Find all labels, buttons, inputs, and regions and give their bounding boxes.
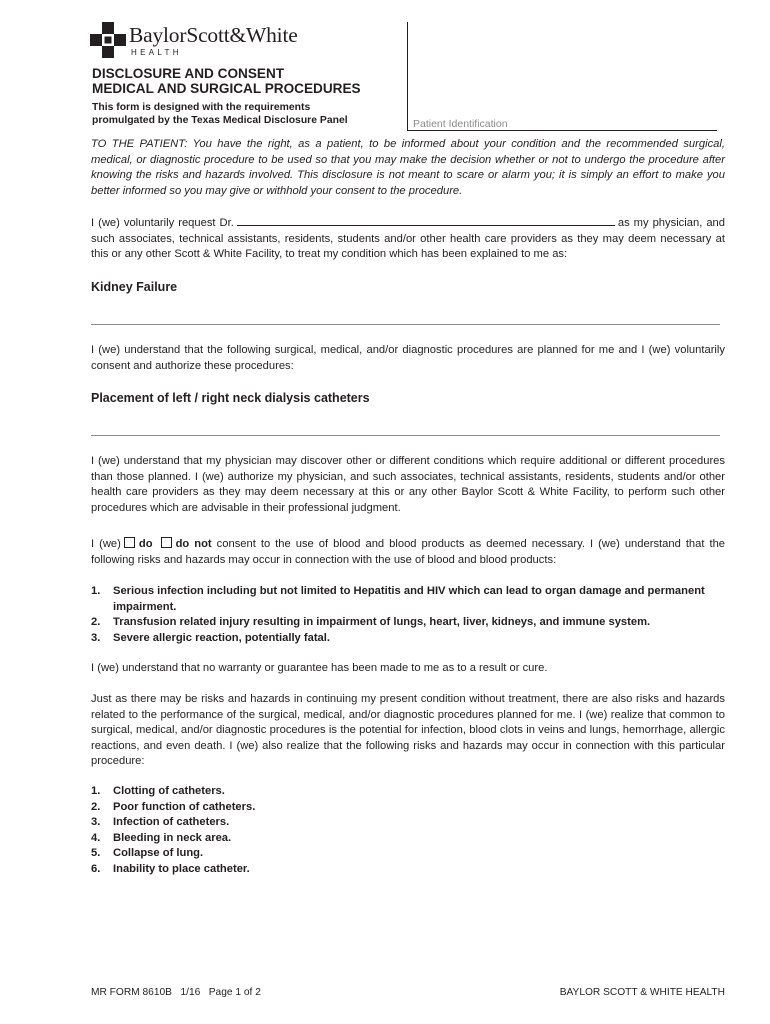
procedures-intro: I (we) understand that the following surgical, medical, and/or diagnostic procedures are planned for me and I (we) voluntarily consent and authorize these procedures: (91, 344, 725, 372)
form-number: MR FORM 8610B 1/16 Page 1 of 2 (91, 987, 261, 998)
list-item: 4. Bleeding in neck area. (91, 831, 232, 844)
procedure-text: Placement of left / right neck dialysis catheters (91, 391, 370, 405)
list-item: 1. Serious infection including but not limited to Hepatitis and HIV which can lead to organ damage and permanent impairment. (91, 585, 705, 613)
intro-paragraph: TO THE PATIENT: You have the right, as a patient, to be informed about your condition and the recommended surgical, medical, or diagnostic procedure to be used so that you may make the decision whether or not to undergo the procedure after knowing the risks and hazards involved. This disclosure is not meant to scare or alarm you; it is simply an effort to make you better informed so you may give or withhold your consent to the procedure. (91, 138, 725, 197)
list-item: 5. Collapse of lung. (91, 847, 204, 860)
physician-name-field[interactable] (237, 215, 615, 226)
do-checkbox[interactable] (124, 537, 135, 548)
header-divider (407, 22, 408, 130)
procedure-rule (91, 435, 720, 436)
risks-intro-paragraph: Just as there may be risks and hazards in continuing my present condition without treatment, there are also risks and hazards related to the performance of the surgical, medical, and/or diagnostic procedures planned for me. I (we) realize that common to surgical, medical, and/or diagnostic procedures is the potential for infection, blood clots in veins and lungs, hemorrhage, allergic reactions, and even death. I (we) also realize that the following risks and hazards may occur in connection with this particular procedure: (91, 693, 725, 768)
form-subtitle: This form is designed with the requirements promulgated by the Texas Medical Disclosure Panel (92, 102, 348, 126)
condition-text: Kidney Failure (91, 280, 178, 294)
list-item: 2. Poor function of catheters. (91, 800, 256, 813)
blood-risks-list (91, 584, 725, 646)
list-item: 3. Infection of catheters. (91, 816, 230, 829)
warranty-paragraph: I (we) understand that no warranty or guarantee has been made to me as to a result or cure. (91, 662, 548, 674)
blood-consent-paragraph: I (we) do do not consent to the use of blood and blood products as deemed necessary. I (we) understand that the following risks and hazards may occur in connection with the use of blood and blood products: (91, 538, 726, 566)
brand-name: BaylorScott&White (129, 23, 298, 47)
patient-id-label: Patient Identification (413, 118, 508, 130)
physician-request-paragraph: I (we) voluntarily request Dr. as my physician, and such associates, technical assistants, residents, students and/or other health care providers as they may deem necessary at this or any other Scott & White Facility, to treat my condition which has been explained to me as: (91, 217, 725, 261)
footer-org: BAYLOR SCOTT & WHITE HEALTH (559, 987, 725, 998)
list-item: 3. Severe allergic reaction, potentially fatal. (91, 631, 330, 644)
form-title: DISCLOSURE AND CONSENT MEDICAL AND SURGICAL PROCEDURES (92, 66, 361, 96)
cross-logo-icon (90, 22, 126, 58)
do-not-checkbox[interactable] (161, 537, 172, 548)
list-item: 1. Clotting of catheters. (91, 785, 225, 797)
brand-subtitle: HEALTH (131, 48, 182, 57)
list-item: 6. Inability to place catheter. (91, 862, 250, 875)
other-conditions-paragraph: I (we) understand that my physician may discover other or different conditions which require additional or different procedures than those planned. I (we) authorize my physician, and such associates, technical assistants, residents, students and/or other health care providers as they may deem necessary at this or any other Baylor Scott & White Facility, to perform such other procedures which are advisable in their professional judgment. (91, 455, 725, 514)
condition-rule (91, 324, 720, 325)
procedure-risks-list (91, 784, 725, 878)
patient-id-line (407, 130, 717, 131)
list-item: 2. Transfusion related injury resulting in impairment of lungs, heart, liver, kidneys, and immune system. (91, 616, 651, 629)
